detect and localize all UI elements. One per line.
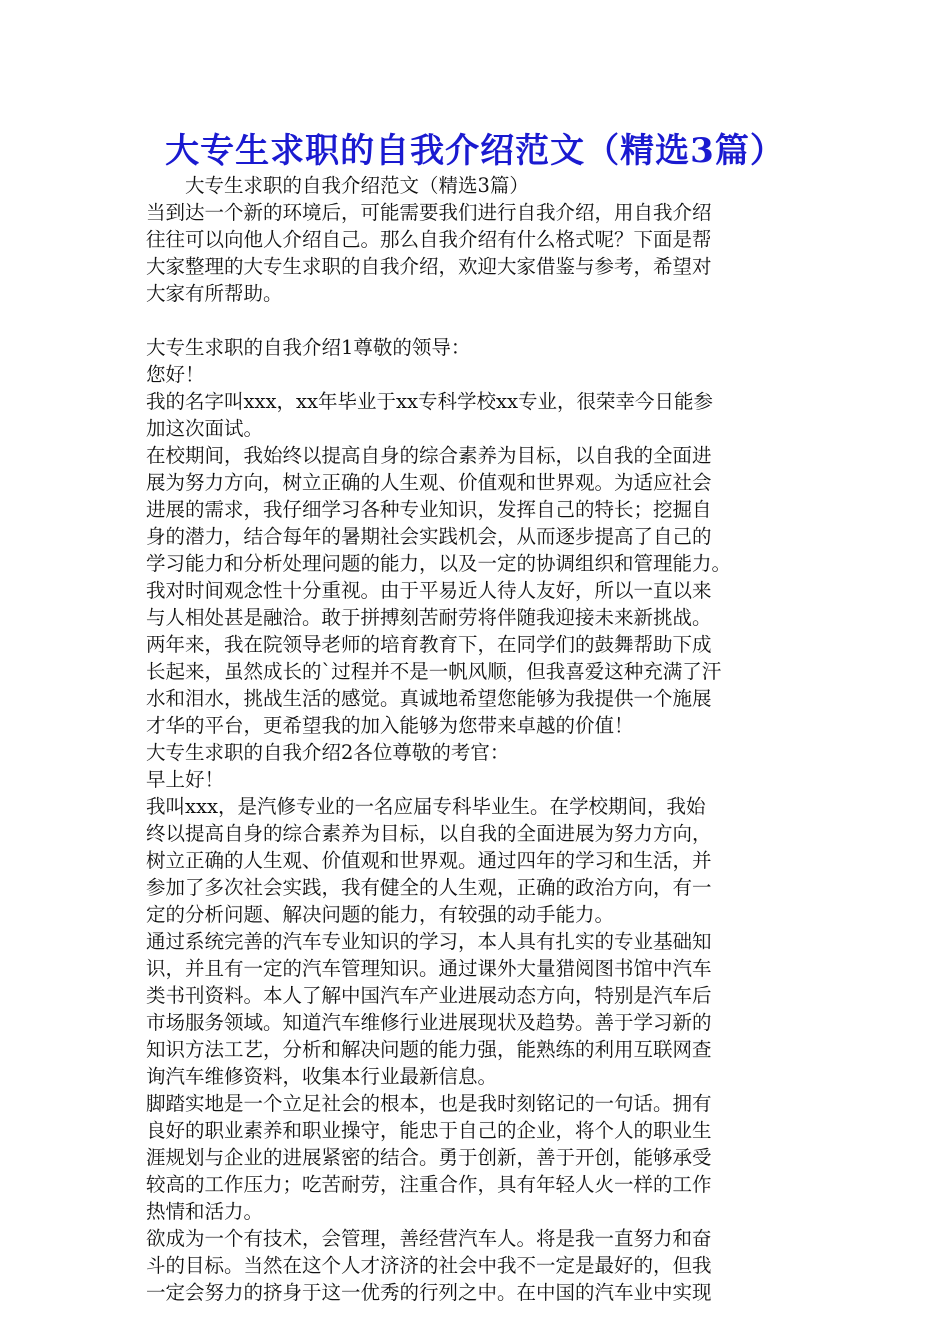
- body-line: 进展的需求，我仔细学习各种专业知识，发挥自己的特长；挖掘自: [146, 498, 712, 521]
- body-line: 大专生求职的自我介绍范文（精选3篇）: [146, 174, 529, 197]
- body-line: 与人相处甚是融洽。敢于拼搏刻苦耐劳将伴随我迎接未来新挑战。: [146, 606, 712, 629]
- body-line: 较高的工作压力；吃苦耐劳，注重合作，具有年轻人火一样的工作: [146, 1173, 712, 1196]
- body-line: 大家整理的大专生求职的自我介绍，欢迎大家借鉴与参考，希望对: [146, 255, 712, 278]
- body-line: 身的潜力，结合每年的暑期社会实践机会，从而逐步提高了自己的: [146, 525, 712, 548]
- body-line: 良好的职业素养和职业操守，能忠于自己的企业，将个人的职业生: [146, 1119, 712, 1142]
- body-line: 您好！: [146, 363, 205, 386]
- body-line: 当到达一个新的环境后，可能需要我们进行自我介绍，用自我介绍: [146, 201, 712, 224]
- body-line: 欲成为一个有技术，会管理，善经营汽车人。将是我一直努力和奋: [146, 1227, 712, 1250]
- body-line: 涯规划与企业的进展紧密的结合。勇于创新，善于开创，能够承受: [146, 1146, 712, 1169]
- body-line: 学习能力和分析处理问题的能力，以及一定的协调组织和管理能力。: [146, 552, 732, 575]
- body-line: 加这次面试。: [146, 417, 264, 440]
- body-line: 脚踏实地是一个立足社会的根本，也是我时刻铭记的一句话。拥有: [146, 1092, 712, 1115]
- body-line: 知识方法工艺，分析和解决问题的能力强，能熟练的利用互联网查: [146, 1038, 712, 1061]
- body-line: 展为努力方向，树立正确的人生观、价值观和世界观。为适应社会: [146, 471, 712, 494]
- body-line: 长起来，虽然成长的`过程并不是一帆风顺，但我喜爱这种充满了汗: [146, 660, 722, 683]
- body-line: 定的分析问题、解决问题的能力，有较强的动手能力。: [146, 903, 615, 926]
- document-body: [146, 172, 810, 1306]
- body-line: 识，并且有一定的汽车管理知识。通过课外大量猎阅图书馆中汽车: [146, 957, 712, 980]
- body-line: 我的名字叫xxx，xx年毕业于xx专科学校xx专业，很荣幸今日能参: [146, 390, 713, 413]
- body-line: 我叫xxx，是汽修专业的一名应届专科毕业生。在学校期间，我始: [146, 795, 706, 818]
- body-line: 早上好！: [146, 768, 225, 791]
- body-line: 我对时间观念性十分重视。由于平易近人待人友好，所以一直以来: [146, 579, 712, 602]
- body-line: 市场服务领域。知道汽车维修行业进展现状及趋势。善于学习新的: [146, 1011, 712, 1034]
- body-line: 参加了多次社会实践，我有健全的人生观，正确的政治方向，有一: [146, 876, 712, 899]
- body-line: 斗的目标。当然在这个人才济济的社会中我不一定是最好的，但我: [146, 1254, 712, 1277]
- body-line: 通过系统完善的汽车专业知识的学习，本人具有扎实的专业基础知: [146, 930, 712, 953]
- body-line: 水和泪水，挑战生活的感觉。真诚地希望您能够为我提供一个施展: [146, 687, 712, 710]
- body-line: 询汽车维修资料，收集本行业最新信息。: [146, 1065, 498, 1088]
- body-line: 两年来，我在院领导老师的培育教育下，在同学们的鼓舞帮助下成: [146, 633, 712, 656]
- body-line: 大家有所帮助。: [146, 282, 283, 305]
- body-line: 一定会努力的挤身于这一优秀的行列之中。在中国的汽车业中实现: [146, 1281, 712, 1304]
- body-line: 大专生求职的自我介绍1尊敬的领导：: [146, 336, 471, 359]
- body-line: 热情和活力。: [146, 1200, 264, 1223]
- body-line: 在校期间，我始终以提高自身的综合素养为目标，以自我的全面进: [146, 444, 712, 467]
- body-line: 才华的平台，更希望我的加入能够为您带来卓越的价值！: [146, 714, 634, 737]
- body-line: 终以提高自身的综合素养为目标，以自我的全面进展为努力方向，: [146, 822, 712, 845]
- body-line: 往往可以向他人介绍自己。那么自我介绍有什么格式呢？下面是帮: [146, 228, 712, 251]
- body-line: 大专生求职的自我介绍2各位尊敬的考官：: [146, 741, 510, 764]
- document-title: 大专生求职的自我介绍范文（精选3篇）: [165, 131, 785, 171]
- body-line: 树立正确的人生观、价值观和世界观。通过四年的学习和生活，并: [146, 849, 712, 872]
- body-line: 类书刊资料。本人了解中国汽车产业进展动态方向，特别是汽车后: [146, 984, 712, 1007]
- blank-line: [146, 307, 810, 334]
